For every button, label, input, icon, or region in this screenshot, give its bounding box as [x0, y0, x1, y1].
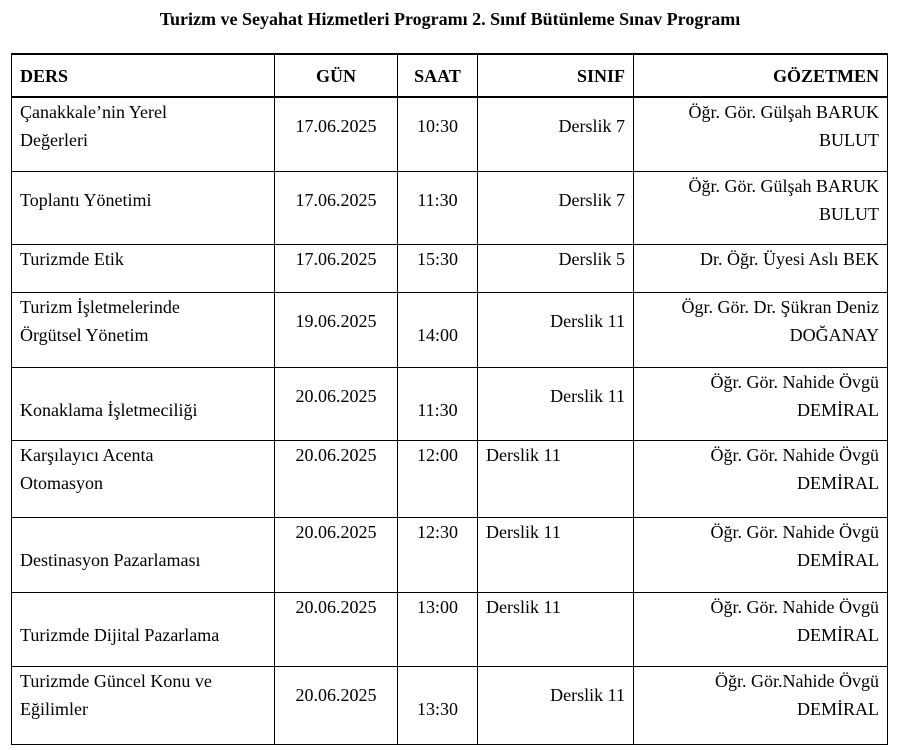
- cell-sinif: [478, 592, 634, 666]
- table-row: [12, 592, 888, 666]
- cell-gun: [275, 440, 398, 517]
- header-saat: SAAT: [398, 54, 478, 97]
- cell-ders: [12, 440, 275, 517]
- cell-gozetmen: [634, 440, 888, 517]
- cell-saat: [398, 171, 478, 244]
- cell-gun: [275, 367, 398, 440]
- gun-value: 20.06.2025: [295, 385, 377, 406]
- gun-value: 20.06.2025: [295, 444, 377, 465]
- ders-line: Turizmde Dijital Pazarlama: [20, 624, 220, 645]
- gun-value: 20.06.2025: [295, 684, 377, 705]
- sinif-value: Derslik 7: [558, 189, 625, 210]
- cell-gozetmen: [634, 592, 888, 666]
- gozetmen-line: Öğr. Gör. Gülşah BARUK: [688, 102, 879, 122]
- ders-line: Turizmde Güncel Konu ve: [20, 670, 212, 691]
- ders-line: Toplantı Yönetimi: [20, 189, 152, 210]
- header-gun: GÜN: [275, 54, 398, 97]
- cell-saat: [398, 517, 478, 592]
- saat-value: 11:30: [417, 189, 458, 210]
- gun-value: 17.06.2025: [295, 248, 377, 269]
- saat-value: 13:00: [416, 596, 458, 617]
- cell-sinif: [478, 517, 634, 592]
- cell-gozetmen: [634, 666, 888, 744]
- cell-ders: [12, 97, 275, 171]
- table-row: [12, 244, 888, 292]
- cell-saat: [398, 440, 478, 517]
- saat-value: 14:00: [416, 324, 458, 345]
- ders-line: Karşılayıcı Acenta: [20, 444, 154, 465]
- table-row: [12, 666, 888, 744]
- cell-ders: [12, 292, 275, 367]
- sinif-value: Derslik 11: [486, 521, 561, 542]
- gozetmen-line: Öğr. Gör. Nahide Övgü: [710, 444, 879, 465]
- cell-gozetmen: [634, 367, 888, 440]
- gun-value: 17.06.2025: [295, 189, 377, 210]
- sinif-value: Derslik 11: [486, 596, 561, 617]
- sinif-value: Derslik 11: [550, 684, 625, 705]
- gun-value: 17.06.2025: [295, 116, 377, 136]
- saat-value: 13:30: [416, 698, 458, 719]
- sinif-value: Derslik 11: [486, 444, 561, 465]
- cell-gun: [275, 666, 398, 744]
- cell-saat: [398, 592, 478, 666]
- sinif-value: Derslik 7: [558, 116, 625, 136]
- cell-ders: [12, 517, 275, 592]
- ders-line: Değerleri: [20, 130, 88, 150]
- header-ders: DERS: [12, 54, 275, 97]
- cell-sinif: [478, 666, 634, 744]
- table-row: [12, 171, 888, 244]
- ders-line: Destinasyon Pazarlaması: [20, 549, 201, 570]
- gozetmen-line: Öğr. Gör.Nahide Övgü: [715, 670, 879, 691]
- table-row: [12, 367, 888, 440]
- cell-gozetmen: [634, 244, 888, 292]
- saat-value: 15:30: [416, 248, 458, 269]
- ders-line: Örgütsel Yönetim: [20, 324, 149, 345]
- gozetmen-line: DEMİRAL: [797, 624, 879, 645]
- gozetmen-line: Ögr. Gör. Dr. Şükran Deniz: [681, 296, 879, 317]
- table-row: [12, 440, 888, 517]
- gun-value: 19.06.2025: [295, 310, 377, 331]
- table-header-row: [12, 54, 888, 97]
- cell-gun: [275, 171, 398, 244]
- cell-sinif: [478, 244, 634, 292]
- gozetmen-line: DEMİRAL: [797, 399, 879, 420]
- cell-gozetmen: [634, 292, 888, 367]
- ders-line: Turizmde Etik: [20, 248, 124, 269]
- cell-ders: [12, 171, 275, 244]
- gozetmen-line: DOĞANAY: [789, 324, 879, 345]
- saat-value: 12:30: [416, 521, 458, 542]
- saat-value: 10:30: [416, 116, 458, 136]
- cell-ders: [12, 244, 275, 292]
- gozetmen-line: Öğr. Gör. Nahide Övgü: [710, 596, 879, 617]
- table-row: [12, 292, 888, 367]
- ders-line: Çanakkale’nin Yerel: [20, 102, 167, 122]
- cell-gozetmen: [634, 517, 888, 592]
- saat-value: 11:30: [417, 399, 458, 420]
- cell-gun: [275, 292, 398, 367]
- gozetmen-line: BULUT: [819, 130, 879, 150]
- table-row: [12, 97, 888, 171]
- gozetmen-line: Dr. Öğr. Üyesi Aslı BEK: [699, 248, 879, 269]
- cell-sinif: [478, 292, 634, 367]
- cell-ders: [12, 367, 275, 440]
- gozetmen-line: DEMİRAL: [797, 549, 879, 570]
- cell-saat: [398, 367, 478, 440]
- cell-sinif: [478, 367, 634, 440]
- cell-saat: [398, 244, 478, 292]
- table-row: [12, 517, 888, 592]
- gozetmen-line: Öğr. Gör. Gülşah BARUK: [688, 175, 879, 196]
- cell-gun: [275, 592, 398, 666]
- gozetmen-line: DEMİRAL: [797, 698, 879, 719]
- gozetmen-line: Öğr. Gör. Nahide Övgü: [710, 521, 879, 542]
- ders-line: Eğilimler: [20, 698, 88, 719]
- ders-line: Otomasyon: [20, 472, 103, 493]
- cell-saat: [398, 97, 478, 171]
- gun-value: 20.06.2025: [295, 521, 377, 542]
- page-title: Turizm ve Seyahat Hizmetleri Programı 2. Sınıf Bütünleme Sınav Programı: [159, 9, 741, 29]
- saat-value: 12:00: [416, 444, 458, 465]
- cell-sinif: [478, 171, 634, 244]
- cell-saat: [398, 292, 478, 367]
- cell-gun: [275, 97, 398, 171]
- sinif-value: Derslik 11: [550, 385, 625, 406]
- cell-sinif: [478, 440, 634, 517]
- cell-sinif: [478, 97, 634, 171]
- gozetmen-line: Öğr. Gör. Nahide Övgü: [710, 371, 879, 392]
- cell-gun: [275, 517, 398, 592]
- cell-gozetmen: [634, 97, 888, 171]
- exam-schedule-table: [11, 53, 888, 745]
- header-sinif: SINIF: [478, 54, 634, 97]
- sinif-value: Derslik 5: [558, 248, 625, 269]
- cell-ders: [12, 592, 275, 666]
- gozetmen-line: DEMİRAL: [797, 472, 879, 493]
- gozetmen-line: BULUT: [819, 203, 879, 224]
- ders-line: Turizm İşletmelerinde: [20, 296, 180, 317]
- ders-line: Konaklama İşletmeciliği: [20, 399, 198, 420]
- cell-ders: [12, 666, 275, 744]
- sinif-value: Derslik 11: [550, 310, 625, 331]
- header-gozetmen: GÖZETMEN: [634, 54, 888, 97]
- cell-gozetmen: [634, 171, 888, 244]
- cell-gun: [275, 244, 398, 292]
- gun-value: 20.06.2025: [295, 596, 377, 617]
- cell-saat: [398, 666, 478, 744]
